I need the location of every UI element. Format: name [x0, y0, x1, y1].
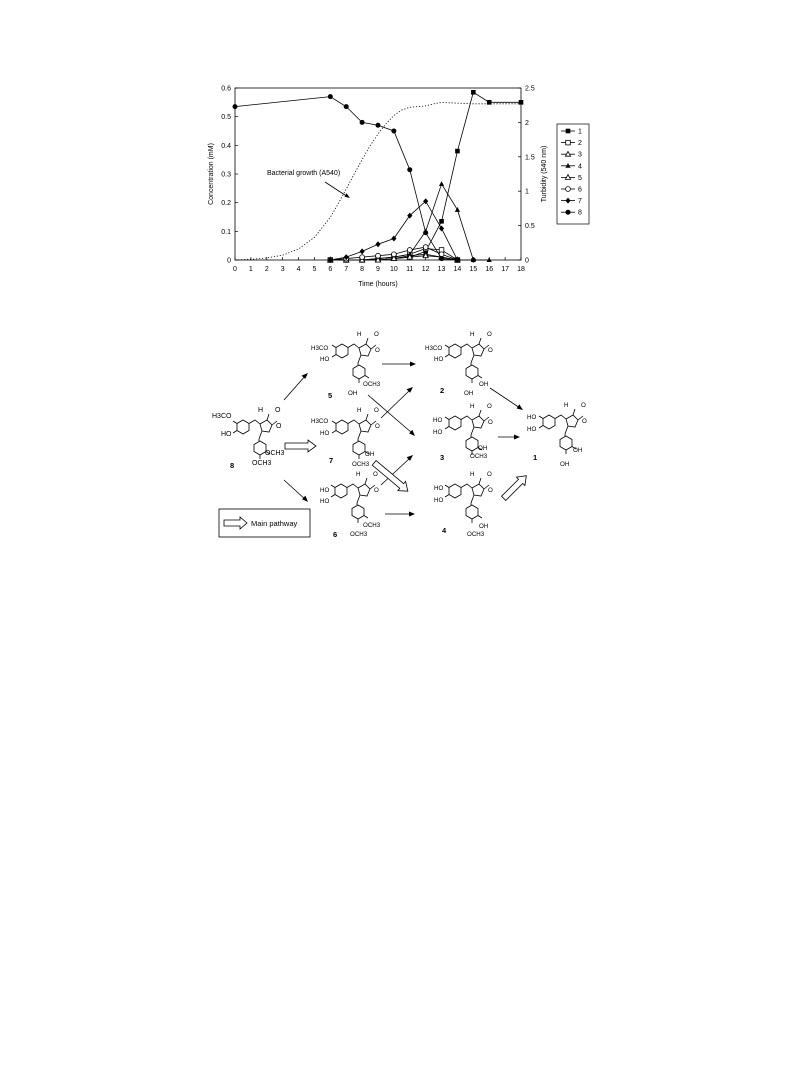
- y-axis-label: Concentration (mM): [208, 143, 215, 205]
- compound-2-sub2: HO: [434, 356, 444, 363]
- x-tick-label: 13: [437, 266, 446, 273]
- x-tick-label: 12: [421, 266, 430, 273]
- compound-4-h: H: [470, 471, 475, 478]
- arrow-7-to-2: [381, 390, 410, 418]
- series-7-point: [360, 248, 365, 254]
- x-tick-label: 2: [264, 266, 269, 273]
- legend-label: 7: [578, 198, 582, 206]
- compound-2-o-ring: O: [488, 347, 493, 354]
- compound-1-sub3: OH: [573, 447, 583, 454]
- x-axis-label: Time (hours): [358, 281, 398, 288]
- series-1-point: [455, 149, 460, 154]
- series-8-point: [233, 104, 238, 109]
- y-axis-ticks: [221, 86, 238, 265]
- y-tick-label: 0.4: [221, 142, 231, 150]
- x-tick-label: 8: [360, 266, 365, 273]
- y-tick-label: 0.3: [221, 171, 231, 179]
- compound-8-sub1: H3CO: [212, 413, 232, 420]
- legend-label: 8: [578, 209, 582, 217]
- series-8-point: [439, 256, 444, 261]
- legend-swatch-marker: [566, 140, 571, 145]
- series-4-point: [455, 207, 460, 212]
- series-6-point: [423, 245, 428, 250]
- compound-6-o-ring: O: [374, 487, 379, 494]
- arrow-5-to-3-head: [409, 430, 415, 436]
- compound-1-o: O: [581, 402, 586, 409]
- compound-4-sub2: HO: [434, 497, 444, 504]
- arrow-2-to-1-head: [517, 404, 523, 410]
- compound-5-sub1: H3CO: [311, 345, 329, 352]
- compound-2-sub1: H3CO: [425, 345, 443, 352]
- x-tick-label: 18: [517, 266, 525, 273]
- growth-annotation: Bacterial growth (A540): [267, 170, 341, 177]
- x-tick-label: 4: [296, 266, 301, 273]
- compound-7-label: 7: [329, 456, 334, 465]
- compound-5-sub2: HO: [320, 356, 330, 363]
- series-8-point: [344, 104, 349, 109]
- metabolic-pathway-scheme: [212, 331, 587, 539]
- x-tick-label: 16: [485, 266, 494, 273]
- series-8-point: [407, 167, 412, 172]
- x-tick-label: 3: [280, 266, 285, 273]
- y2-tick-label: 0.5: [525, 223, 535, 231]
- series-8-point: [471, 258, 476, 263]
- legend-label: 3: [578, 151, 582, 159]
- series-8-point: [328, 94, 333, 99]
- series-8-point: [391, 129, 396, 134]
- series-8-line: [235, 97, 473, 260]
- compound-1-o-ring: O: [582, 418, 587, 425]
- legend-box: [557, 124, 589, 224]
- y2-tick-label: 0: [525, 257, 529, 265]
- compound-1-h: H: [564, 402, 569, 409]
- x-tick-label: 7: [344, 266, 349, 273]
- compound-2-sub4: OH: [464, 390, 474, 397]
- compound-4-o: O: [487, 471, 492, 478]
- arrow-8-to-5: [284, 375, 306, 400]
- y-tick-label: 0.5: [221, 114, 231, 122]
- y-tick-label: 0: [227, 257, 231, 265]
- main-arrow-8-to-7: [285, 440, 316, 452]
- x-tick-label: 5: [312, 266, 317, 273]
- compound-7-sub1: H3CO: [311, 418, 329, 425]
- compound-2-structure: [445, 338, 489, 383]
- compound-5-o-ring: O: [375, 347, 380, 354]
- compound-5-structure: [332, 338, 376, 383]
- compound-7-o: O: [374, 407, 379, 414]
- compound-6-sub4: OCH3: [350, 531, 368, 538]
- series-8: [233, 94, 476, 262]
- y-tick-label: 0.2: [221, 200, 231, 208]
- compound-4-structure: [445, 478, 489, 523]
- compound-6-sub2: HO: [320, 498, 330, 505]
- legend-label: 2: [578, 140, 582, 148]
- compound-1-sub4: OH: [560, 461, 570, 468]
- series-6-point: [391, 252, 396, 257]
- x-tick-label: 15: [469, 266, 478, 273]
- compound-7-h: H: [357, 407, 362, 414]
- annotation-arrowhead: [345, 193, 351, 198]
- compound-6-sub3: OCH3: [363, 522, 381, 529]
- compound-6-sub1: HO: [320, 487, 330, 494]
- series-8-point: [455, 258, 460, 263]
- series-8-point: [423, 230, 428, 235]
- series-4-point: [439, 181, 444, 186]
- y2-tick-label: 2: [525, 119, 529, 127]
- series-8-point: [376, 123, 381, 128]
- compound-1-sub2: HO: [527, 426, 537, 433]
- y2-tick-label: 1.5: [525, 154, 535, 162]
- compound-3-sub3: OH: [478, 445, 488, 452]
- compound-6-label: 6: [333, 530, 338, 539]
- compound-3-h: H: [470, 403, 475, 410]
- series-6-point: [407, 248, 412, 253]
- compound-5-h: H: [357, 331, 362, 338]
- compound-1-sub1: HO: [527, 414, 537, 421]
- compound-8-sub4: OCH3: [252, 460, 272, 467]
- series-1: [328, 90, 523, 262]
- series-6-point: [376, 253, 381, 258]
- compound-3-sub2: HO: [433, 429, 443, 436]
- legend: [557, 124, 589, 224]
- compound-8-o: O: [275, 407, 281, 414]
- compound-7-sub2: HO: [320, 430, 330, 437]
- compound-8-h: H: [258, 407, 264, 414]
- compound-6-structure: [331, 478, 375, 523]
- legend-swatch-marker: [566, 129, 571, 134]
- x-tick-label: 11: [406, 266, 414, 273]
- legend-swatch-marker: [566, 210, 571, 215]
- arrow-6-to-4-head: [409, 512, 415, 517]
- compound-8-sub2: HO: [221, 431, 232, 438]
- series-1-point: [519, 100, 524, 105]
- series-1-point: [471, 90, 476, 95]
- compound-8-label: 8: [230, 461, 235, 470]
- series-7-line: [330, 201, 457, 260]
- arrow-8-to-5-head: [302, 373, 309, 379]
- compound-1-label: 1: [533, 453, 538, 462]
- main-pathway-legend: [219, 509, 310, 537]
- compound-2-h: H: [470, 331, 475, 338]
- compound-7-sub4: OCH3: [352, 461, 370, 468]
- y2-axis-label: Turbidity (540 nm): [541, 145, 548, 203]
- x-tick-label: 0: [233, 266, 237, 273]
- legend-label: 6: [578, 186, 582, 194]
- compound-3-sub1: HO: [433, 417, 443, 424]
- compound-3-label: 3: [440, 453, 445, 462]
- series-6-point: [360, 255, 365, 260]
- legend-label: 5: [578, 174, 582, 182]
- y-tick-label: 0.6: [221, 85, 231, 93]
- compound-5-sub3: OCH3: [363, 381, 381, 388]
- series-7-point: [439, 225, 444, 231]
- series-1-point: [487, 100, 492, 105]
- arrow-8-to-6-head: [302, 496, 308, 502]
- compound-7-sub3: OH: [365, 451, 375, 458]
- arrow-2-to-1: [490, 388, 520, 408]
- compound-8-o-ring: O: [276, 423, 282, 430]
- x-tick-label: 17: [501, 266, 510, 273]
- compound-3-o: O: [487, 403, 492, 410]
- compound-7-o-ring: O: [375, 423, 380, 430]
- y2-tick-label: 1: [525, 188, 529, 196]
- legend-label: 1: [578, 128, 582, 136]
- compound-4-sub4: OCH3: [467, 531, 485, 538]
- legend-swatch-marker: [566, 187, 571, 192]
- compound-2-sub3: OH: [479, 381, 489, 388]
- compound-5-sub4: OH: [348, 390, 358, 397]
- compound-4-sub1: HO: [434, 485, 444, 492]
- time-course-chart: [208, 86, 589, 289]
- x-tick-label: 9: [376, 266, 380, 273]
- arrow-5-to-2-head: [410, 362, 416, 367]
- compound-3-o-ring: O: [488, 419, 493, 426]
- compound-4-sub3: OH: [479, 523, 489, 530]
- compound-5-label: 5: [328, 391, 333, 400]
- arrow-3-to-1-head: [514, 435, 520, 440]
- compound-4-o-ring: O: [488, 487, 493, 494]
- compound-6-o: O: [373, 471, 378, 478]
- annotation-arrow: [325, 182, 348, 197]
- compound-6-h: H: [356, 471, 361, 478]
- compound-2-o: O: [487, 331, 492, 338]
- x-tick-label: 1: [248, 266, 253, 273]
- series-7-point: [375, 241, 380, 247]
- series-8-point: [360, 120, 365, 125]
- main-arrow-4-to-1: [499, 471, 530, 502]
- y2-axis-ticks: [518, 86, 535, 265]
- compound-2-label: 2: [440, 386, 445, 395]
- arrow-8-to-6: [284, 480, 306, 500]
- compound-8-sub3: OCH3: [265, 450, 285, 457]
- series-1-point: [439, 219, 444, 224]
- legend-label: Main pathway: [251, 519, 298, 528]
- compound-5-o: O: [374, 331, 379, 338]
- x-tick-label: 14: [453, 266, 462, 273]
- y-tick-label: 0.1: [221, 228, 231, 236]
- compound-3-sub4: OCH3: [470, 453, 488, 460]
- compound-4-label: 4: [442, 526, 447, 535]
- legend-label: 4: [578, 163, 582, 171]
- y2-tick-label: 2.5: [525, 85, 535, 93]
- x-tick-label: 10: [389, 266, 398, 273]
- x-tick-label: 6: [328, 266, 333, 273]
